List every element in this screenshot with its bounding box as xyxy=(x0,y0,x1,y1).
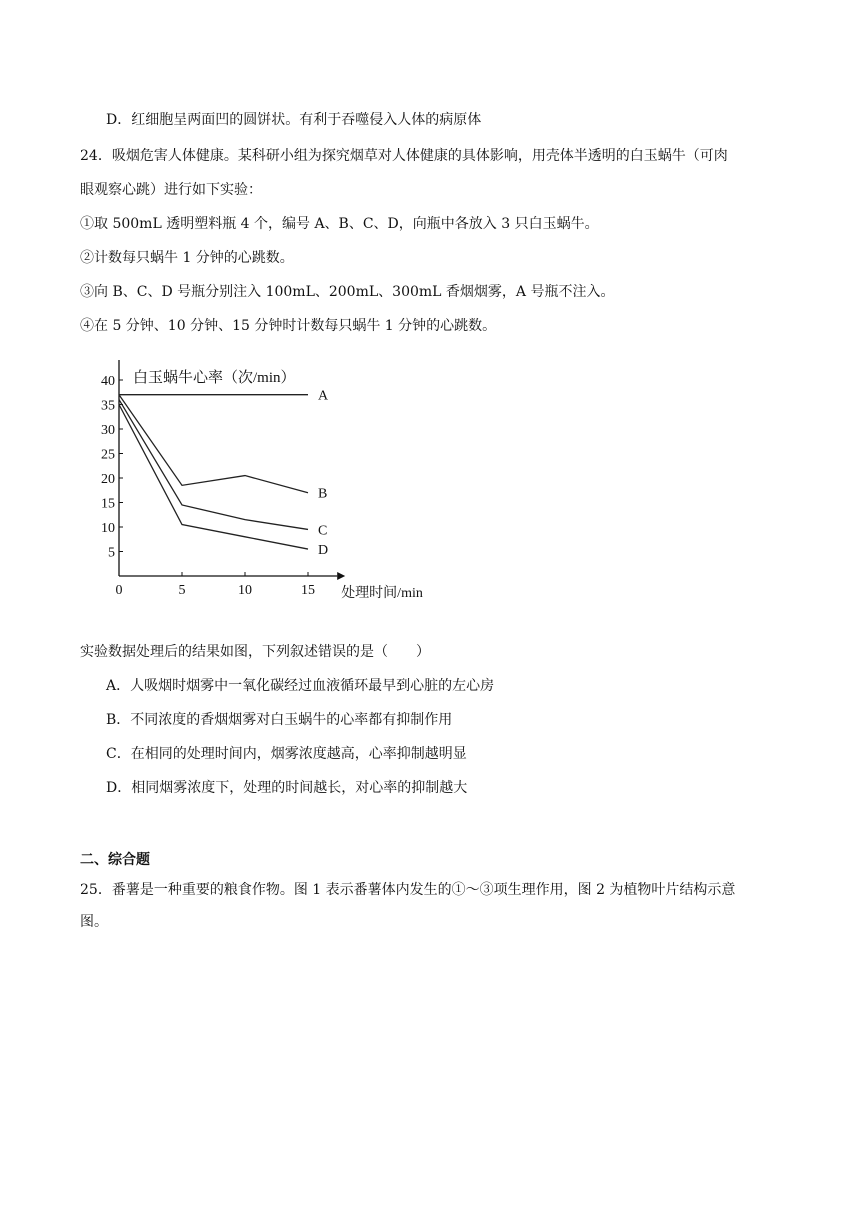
series-line-d xyxy=(119,405,308,550)
q24-option-d: D．相同烟雾浓度下，处理的时间越长，对心率的抑制越大 xyxy=(106,780,468,796)
q24-option-c: C．在相同的处理时间内，烟雾浓度越高，心率抑制越明显 xyxy=(106,746,467,762)
q24-stem-line2: 眼观察心跳）进行如下实验： xyxy=(80,182,262,198)
y-tick-label: 15 xyxy=(101,496,115,512)
y-tick-label: 20 xyxy=(101,472,115,487)
series-label-a: A xyxy=(318,388,329,404)
q24-step-2: ②计数每只蜗牛 1 分钟的心跳数。 xyxy=(80,250,294,266)
q24-step-1: ①取 500mL 透明塑料瓶 4 个，编号 A、B、C、D，向瓶中各放入 3 只白玉蜗牛。 xyxy=(80,216,599,232)
q24-stem-line1: 24．吸烟危害人体健康。某科研小组为探究烟草对人体健康的具体影响，用壳体半透明的白玉蜗牛（可肉 xyxy=(80,148,728,164)
series-label-c: C xyxy=(318,523,328,539)
q24-option-b: B．不同浓度的香烟烟雾对白玉蜗牛的心率都有抑制作用 xyxy=(106,712,453,728)
x-tick-label: 15 xyxy=(301,583,315,598)
x-tick-label: 0 xyxy=(115,583,123,598)
y-tick-label: 5 xyxy=(108,545,115,561)
y-tick-label: 35 xyxy=(101,398,115,414)
q24-step-3: ③向 B、C、D 号瓶分别注入 100mL、200mL、300mL 香烟烟雾，A 号瓶不注入。 xyxy=(80,284,615,300)
y-axis-title: 白玉蜗牛心率（次/min） xyxy=(133,370,296,386)
x-tick-label: 5 xyxy=(178,583,186,598)
y-tick-label: 25 xyxy=(101,447,115,463)
series-label-d: D xyxy=(318,543,329,559)
q24-question: 实验数据处理后的结果如图，下列叙述错误的是（ ） xyxy=(80,644,430,660)
q24-option-a: A．人吸烟时烟雾中一氧化碳经过血液循环最早到心脏的左心房 xyxy=(106,678,495,694)
q25-stem-line2: 图。 xyxy=(80,914,108,930)
q25-stem-line1: 25．番薯是一种重要的粮食作物。图 1 表示番薯体内发生的①～③项生理作用，图 2 为植物叶片结构示意 xyxy=(80,882,736,898)
series-label-b: B xyxy=(318,486,328,502)
x-axis-title: 处理时间/min xyxy=(341,586,423,601)
y-tick-label: 30 xyxy=(101,423,115,438)
q24-step-4: ④在 5 分钟、10 分钟、15 分钟时计数每只蜗牛 1 分钟的心跳数。 xyxy=(80,318,497,334)
x-axis-arrowhead xyxy=(337,572,345,580)
y-tick-label: 10 xyxy=(101,521,115,536)
heart-rate-line-chart xyxy=(86,360,436,610)
section-heading: 二、综合题 xyxy=(80,852,150,868)
x-tick-label: 10 xyxy=(238,583,252,598)
y-tick-label: 40 xyxy=(101,374,115,389)
series-line-b xyxy=(119,395,308,493)
series-line-c xyxy=(119,400,308,530)
previous-option-d: D．红细胞呈两面凹的圆饼状。有利于吞噬侵入人体的病原体 xyxy=(106,112,482,128)
